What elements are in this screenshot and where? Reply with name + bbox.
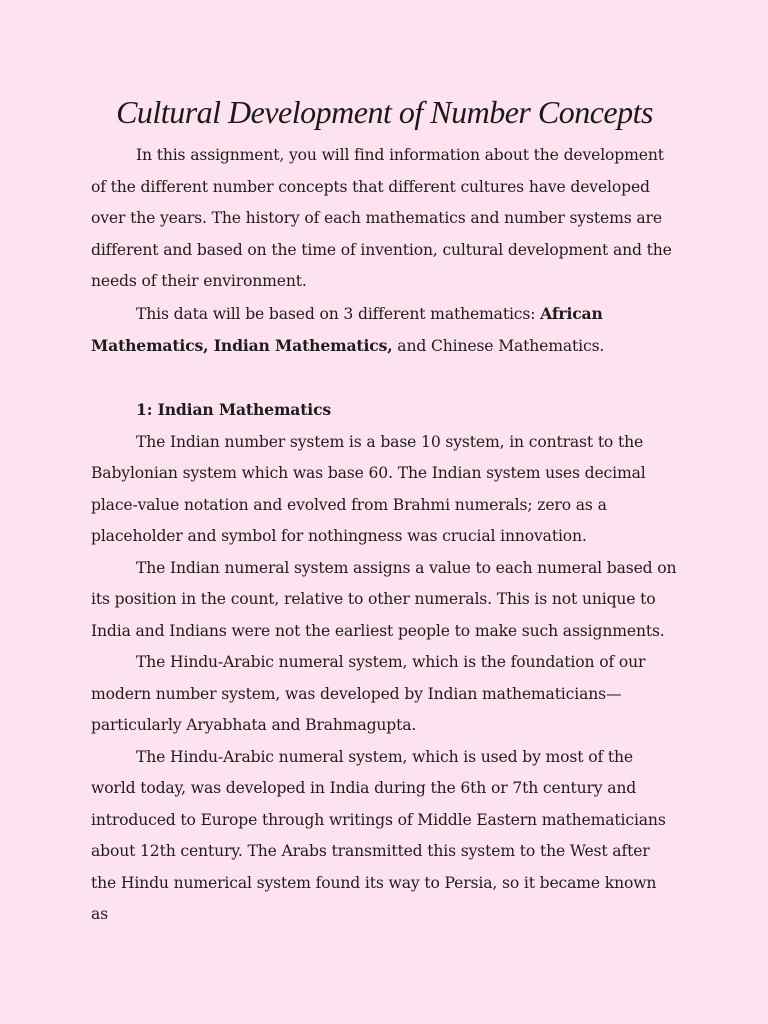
section-paragraph-1: The Indian number system is a base 10 system, in contrast to the Babylonian system which was base 60. The Indian system uses decimal place-value notation and evolved from Brahmi numerals; zero as a placeholder and symbol for nothingness was crucial innovation.: [91, 432, 646, 545]
intro-paragraph-2-bold: African Mathematics, Indian Mathematics,: [91, 303, 603, 355]
document-body: [91, 140, 678, 931]
section-paragraph-4: The Hindu-Arabic numeral system, which is used by most of the world today, was developed in India during the 6th or 7th century and introduced to Europe through writings of Middle Eastern mathematicians about 12th century. The Arabs transmitted this system to the West after the Hindu numerical system found its way to Persia, so it became known as: [91, 747, 666, 923]
section-paragraph-3: The Hindu-Arabic numeral system, which is the foundation of our modern number system, was developed by Indian mathematicians—particularly Aryabhata and Brahmagupta.: [91, 653, 646, 734]
intro-paragraph-2-prefix: This data will be based on 3 different mathematics:: [136, 304, 541, 323]
section-heading: [91, 394, 678, 427]
paragraph-spacer: [91, 363, 678, 395]
intro-paragraph-2: [91, 298, 678, 363]
section-paragraph-2: The Indian numeral system assigns a value to each numeral based on its position in the count, relative to other numerals. This is not unique to India and Indians were not the earliest people to make such assignments.: [91, 558, 677, 640]
intro-paragraph-2-suffix: and Chinese Mathematics.: [392, 337, 605, 355]
document-title: Cultural Development of Number Concepts: [116, 94, 653, 130]
section-heading-text: 1: Indian Mathematics: [136, 400, 332, 419]
intro-paragraph-1: In this assignment, you will find information about the development of the different number concepts that different cultures have developed over the years. The history of each mathematics and number systems are different and based on the time of invention, cultural development and the needs of their environment.: [91, 146, 672, 290]
